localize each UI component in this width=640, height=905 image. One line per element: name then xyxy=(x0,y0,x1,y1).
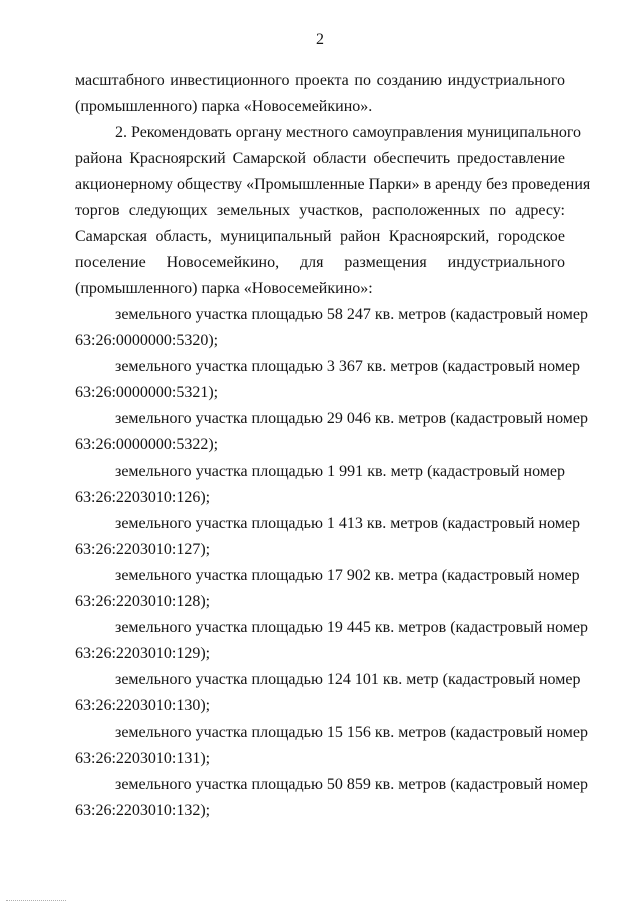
text-line: (промышленного) парка «Новосемейкино». xyxy=(75,98,373,115)
plot-description: земельного участка площадью 1 413 кв. метров (кадастровый номер xyxy=(115,514,581,532)
cadastral-number: 63:26:0000000:5322); xyxy=(75,436,219,454)
plot-description: земельного участка площадью 58 247 кв. метров (кадастровый номер xyxy=(115,306,589,323)
plot-description: земельного участка площадью 15 156 кв. метров (кадастровый номер xyxy=(115,723,589,741)
cadastral-number: 63:26:2203010:130); xyxy=(75,697,211,715)
cadastral-number: 63:26:2203010:128); xyxy=(75,592,211,610)
cadastral-number: 63:26:2203010:132); xyxy=(75,801,211,819)
lead-paragraph xyxy=(75,68,565,120)
text-line: Самарская область, муниципальный район Красноярский, городское xyxy=(75,228,565,245)
cadastral-number: 63:26:2203010:129); xyxy=(75,645,211,663)
page-number: 2 xyxy=(316,31,324,48)
land-plot-item xyxy=(75,720,589,772)
land-plots-list xyxy=(75,302,589,824)
text-line: акционерному обществу «Промышленные Парки» в аренду без проведения xyxy=(75,176,591,193)
text-line: поселение Новосемейкино, для размещения индустриального xyxy=(75,254,565,271)
land-plot-item xyxy=(75,302,589,354)
cadastral-number: 63:26:0000000:5321); xyxy=(75,384,219,402)
plot-description: земельного участка площадью 124 101 кв. метр (кадастровый номер xyxy=(115,671,581,689)
land-plot-item xyxy=(75,563,580,615)
land-plot-item xyxy=(75,354,581,406)
text-line: района Красноярский Самарской области обеспечить предоставление xyxy=(75,150,565,167)
plot-description: земельного участка площадью 1 991 кв. метр (кадастровый номер xyxy=(115,462,565,480)
text-line: (промышленного) парка «Новосемейкино»: xyxy=(75,280,373,297)
cadastral-number: 63:26:0000000:5320); xyxy=(75,332,219,349)
land-plot-item xyxy=(75,406,589,458)
paragraph-2 xyxy=(75,120,591,302)
text-line: 2. Рекомендовать органу местного самоуправления муниципального xyxy=(115,124,582,141)
plot-description: земельного участка площадью 17 902 кв. метра (кадастровый номер xyxy=(115,566,580,584)
cadastral-number: 63:26:2203010:131); xyxy=(75,749,211,767)
cadastral-number: 63:26:2203010:126); xyxy=(75,488,211,506)
land-plot-item xyxy=(75,772,589,824)
plot-description: земельного участка площадью 29 046 кв. метров (кадастровый номер xyxy=(115,410,589,428)
cadastral-number: 63:26:2203010:127); xyxy=(75,540,211,558)
plot-description: земельного участка площадью 3 367 кв. метров (кадастровый номер xyxy=(115,358,581,376)
text-line: торгов следующих земельных участков, расположенных по адресу: xyxy=(75,202,565,219)
land-plot-item xyxy=(75,667,581,719)
text-line: масштабного инвестиционного проекта по созданию индустриального xyxy=(75,72,565,89)
plot-description: земельного участка площадью 19 445 кв. метров (кадастровый номер xyxy=(115,619,589,637)
land-plot-item xyxy=(75,511,581,563)
plot-description: земельного участка площадью 50 859 кв. метров (кадастровый номер xyxy=(115,775,589,793)
land-plot-item xyxy=(75,615,589,667)
scan-artifact xyxy=(6,900,66,902)
land-plot-item xyxy=(75,459,565,511)
